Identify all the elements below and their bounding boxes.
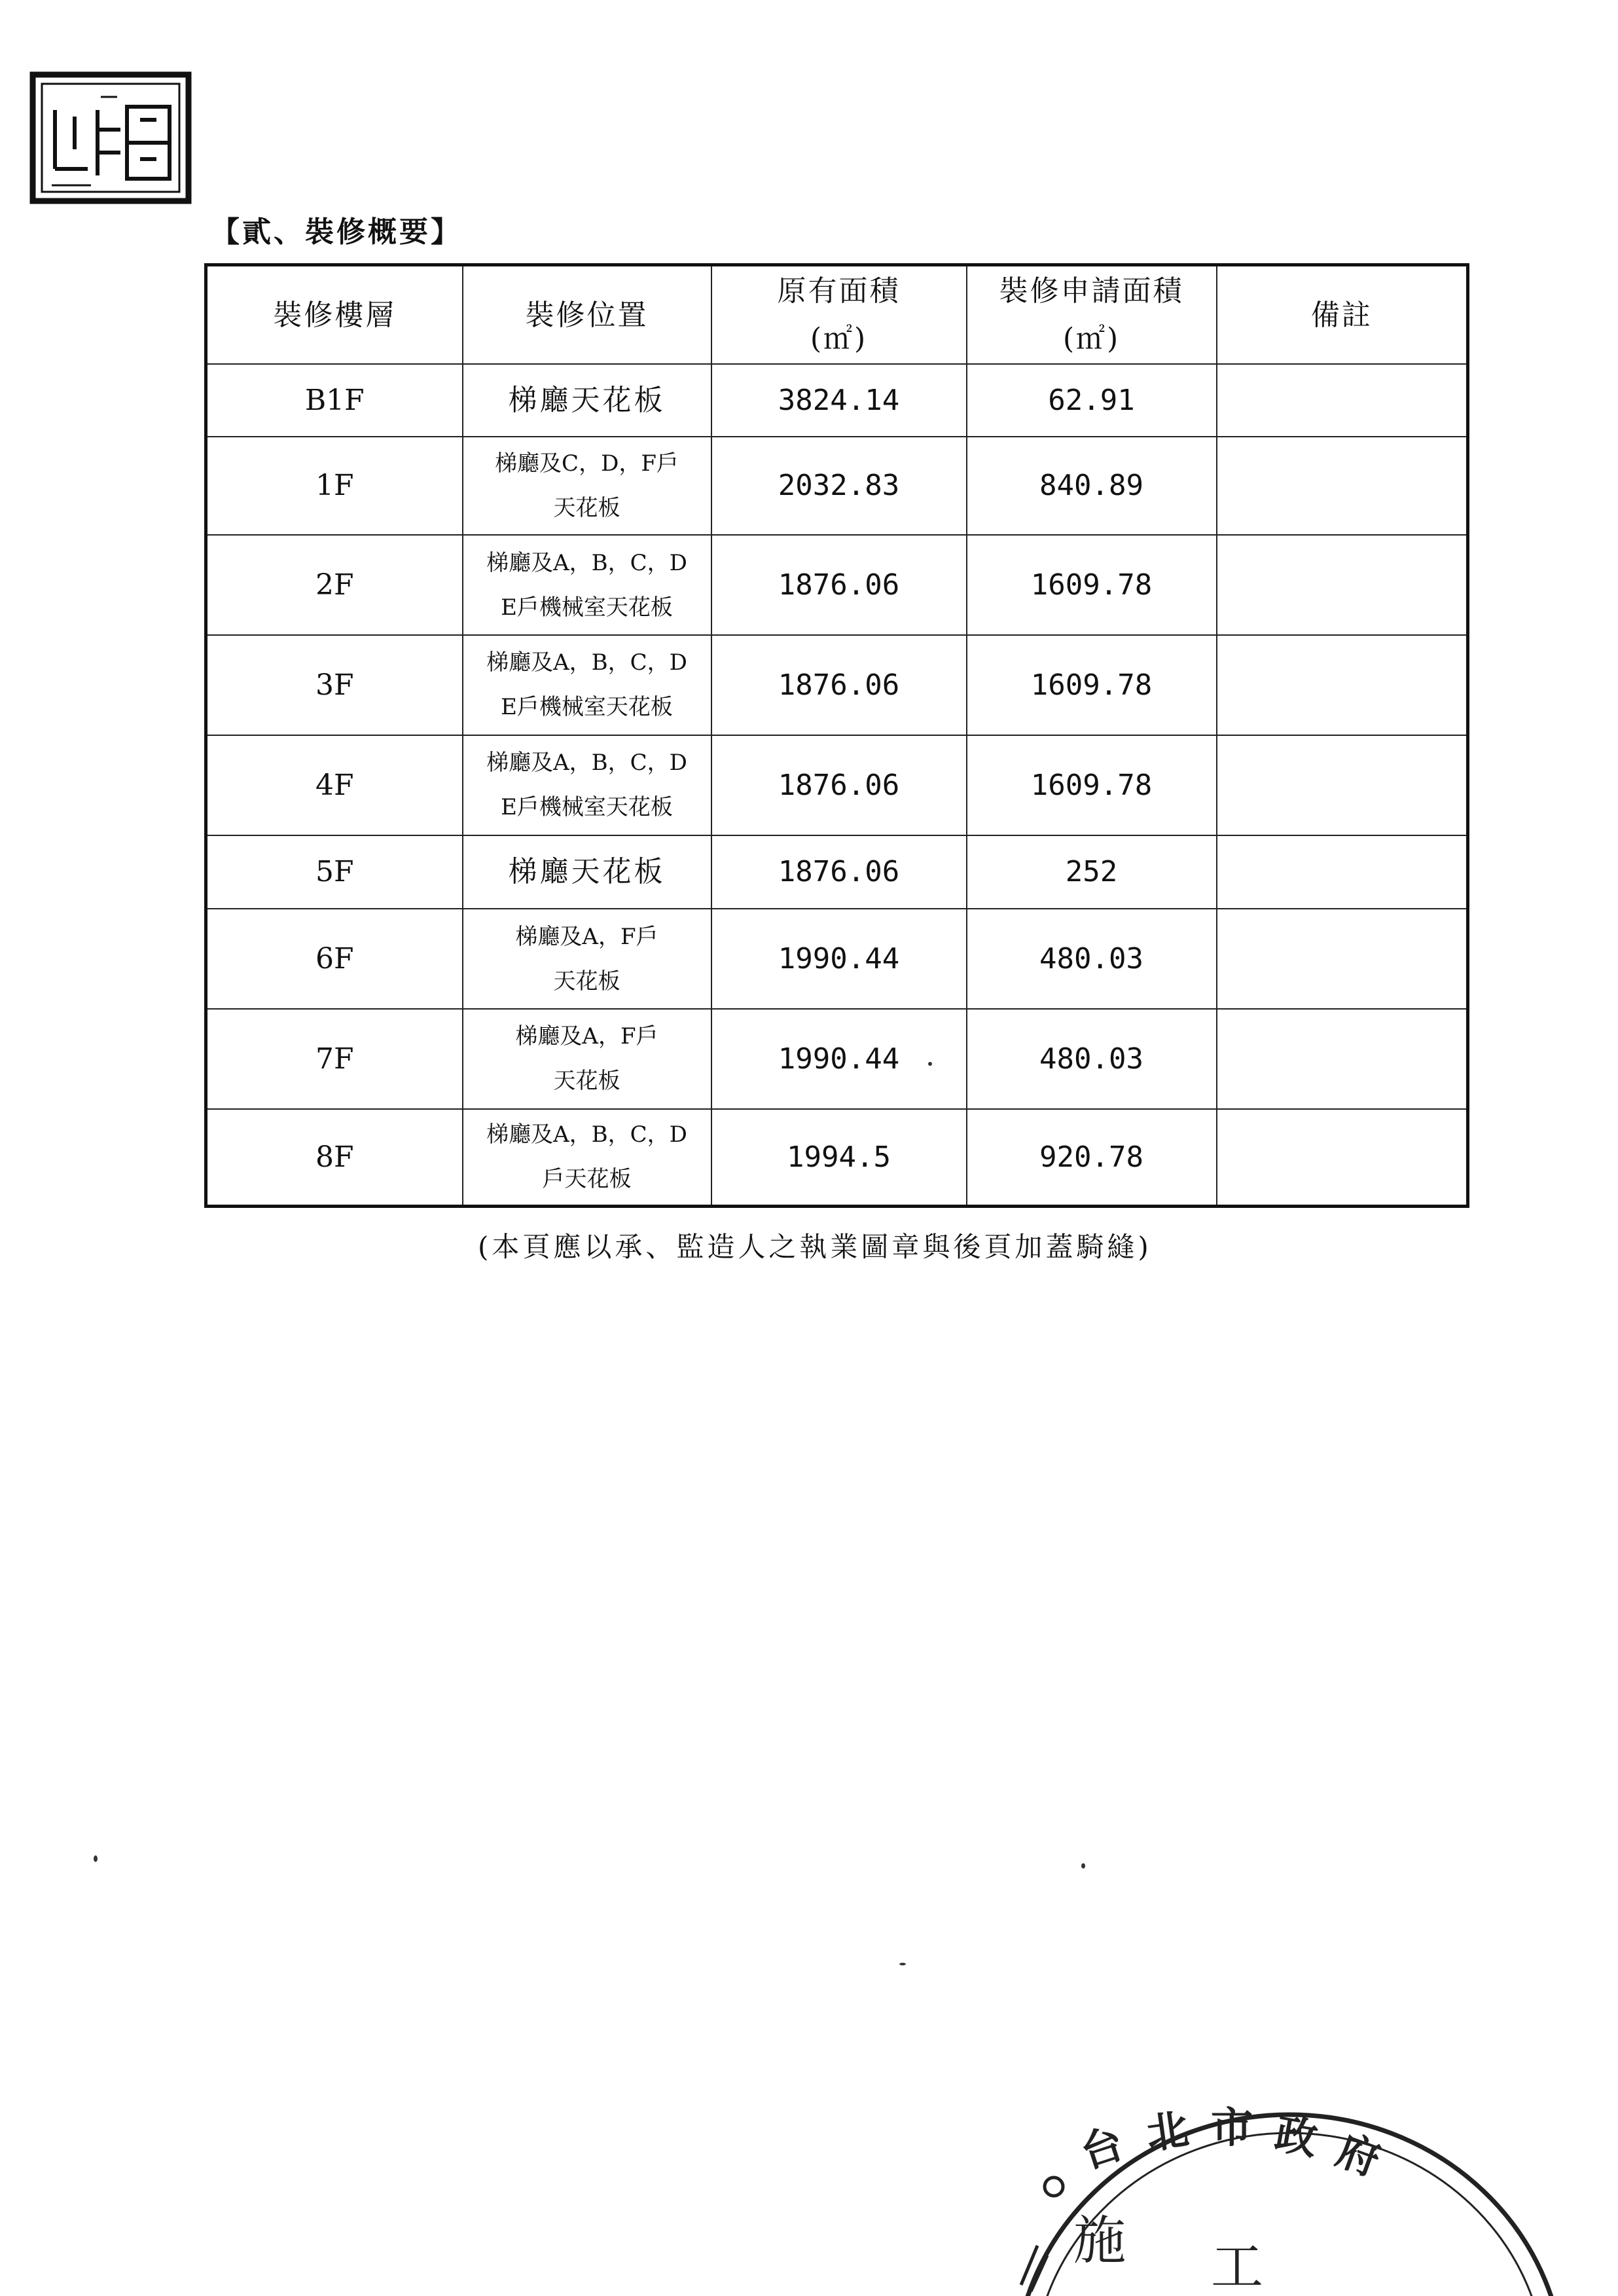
header-applied-area-label: 裝修申請面積 [999, 274, 1184, 308]
header-original-area-label: 原有面積 [777, 274, 901, 308]
cell-floor: 1F [206, 437, 463, 536]
cell-location-line1: 梯廳及A，F戶 [515, 1023, 658, 1050]
header-remarks: 備註 [1217, 265, 1468, 365]
scan-speck [1081, 1863, 1085, 1868]
cell-location-line2: 天花板 [553, 968, 620, 994]
cell-applied-area: 1609.78 [967, 535, 1217, 635]
svg-text:府: 府 [1330, 2125, 1387, 2186]
cell-applied-area: 480.03 [967, 909, 1217, 1009]
cell-floor: 5F [206, 835, 463, 909]
cell-applied-area: 920.78 [967, 1109, 1217, 1207]
cell-remarks [1217, 1009, 1468, 1109]
table-row [206, 535, 1468, 635]
header-floor: 裝修樓層 [206, 265, 463, 365]
cell-applied-area: 1609.78 [967, 735, 1217, 835]
scan-speck [94, 1855, 98, 1862]
cell-original-area: 1876.06 [711, 735, 967, 835]
cell-location: 梯廳天花板 [463, 364, 711, 437]
cell-floor: 7F [206, 1009, 463, 1109]
cell-location-line1: 梯廳及A，B，C，D [486, 649, 687, 676]
cell-floor: 4F [206, 735, 463, 835]
table-row [206, 835, 1468, 909]
renovation-summary-table [204, 263, 1469, 1208]
cell-location-line1: 梯廳及A，B，C，D [486, 549, 687, 576]
cell-original-area: 1990.44 [711, 909, 967, 1009]
cell-location [463, 909, 711, 1009]
cell-location-line2: E戶機械室天花板 [501, 694, 673, 721]
cell-location-line2: 天花板 [553, 494, 620, 521]
svg-text:市: 市 [1211, 2104, 1253, 2153]
table-row [206, 437, 1468, 536]
cell-location [463, 735, 711, 835]
cell-floor: 8F [206, 1109, 463, 1207]
table-row [206, 1109, 1468, 1207]
cell-floor: 2F [206, 535, 463, 635]
cell-remarks [1217, 635, 1468, 735]
cell-applied-area: 62.91 [967, 364, 1217, 437]
cell-location [463, 437, 711, 536]
header-location: 裝修位置 [463, 265, 711, 365]
cell-location-line1: 梯廳及A，B，C，D [486, 750, 687, 776]
table-row [206, 1009, 1468, 1109]
cell-applied-area: 1609.78 [967, 635, 1217, 735]
cell-location-line2: 戶天花板 [542, 1166, 632, 1193]
cell-location [463, 635, 711, 735]
cell-original-area: 3824.14 [711, 364, 967, 437]
cell-floor: B1F [206, 364, 463, 437]
footer-note: (本頁應以承、監造人之執業圖章與後頁加蓋騎縫) [478, 1231, 1152, 1263]
cell-location-line2: E戶機械室天花板 [501, 794, 673, 821]
cell-remarks [1217, 535, 1468, 635]
section-title: 【貳、裝修概要】 [211, 215, 462, 249]
cell-applied-area: 840.89 [967, 437, 1217, 536]
table-row [206, 635, 1468, 735]
svg-text:台: 台 [1074, 2119, 1130, 2179]
seal-stamp-bottom [975, 2088, 1618, 2296]
table-row [206, 364, 1468, 437]
cell-location: 梯廳天花板 [463, 835, 711, 909]
header-applied-area [967, 265, 1217, 365]
scan-speck [899, 1963, 906, 1965]
table-header-row [206, 265, 1468, 365]
cell-original-area: 1876.06 [711, 535, 967, 635]
cell-remarks [1217, 835, 1468, 909]
cell-original-area: 2032.83 [711, 437, 967, 536]
cell-floor: 3F [206, 635, 463, 735]
cell-location-line2: E戶機械室天花板 [501, 594, 673, 621]
svg-text:工: 工 [1211, 2236, 1263, 2296]
table-row [206, 909, 1468, 1009]
seal-stamp-top-left [29, 71, 192, 205]
cell-location-line2: 天花板 [553, 1068, 620, 1095]
cell-floor: 6F [206, 909, 463, 1009]
cell-remarks [1217, 364, 1468, 437]
header-original-area [711, 265, 967, 365]
cell-location-line1: 梯廳及C，D，F戶 [495, 450, 679, 477]
cell-location-line1: 梯廳及A，F戶 [515, 923, 658, 950]
cell-original-area: 1994.5 [711, 1109, 967, 1207]
cell-location-line1: 梯廳及A，B，C，D [486, 1121, 687, 1148]
header-applied-area-unit: (㎡) [1062, 322, 1121, 355]
table-row [206, 735, 1468, 835]
cell-location [463, 1109, 711, 1207]
cell-original-area: 1876.06 [711, 635, 967, 735]
svg-text:施: 施 [1073, 2210, 1126, 2271]
cell-original-area: 1990.44 [711, 1009, 967, 1109]
cell-applied-area: 252 [967, 835, 1217, 909]
cell-remarks [1217, 437, 1468, 536]
svg-text:政: 政 [1271, 2109, 1321, 2165]
cell-applied-area: 480.03 [967, 1009, 1217, 1109]
header-original-area-unit: (㎡) [810, 322, 868, 355]
cell-original-area: 1876.06 [711, 835, 967, 909]
cell-remarks [1217, 735, 1468, 835]
cell-location [463, 535, 711, 635]
cell-remarks [1217, 909, 1468, 1009]
cell-location [463, 1009, 711, 1109]
cell-remarks [1217, 1109, 1468, 1207]
svg-text:北: 北 [1143, 2104, 1192, 2159]
scan-speck [928, 1062, 932, 1066]
